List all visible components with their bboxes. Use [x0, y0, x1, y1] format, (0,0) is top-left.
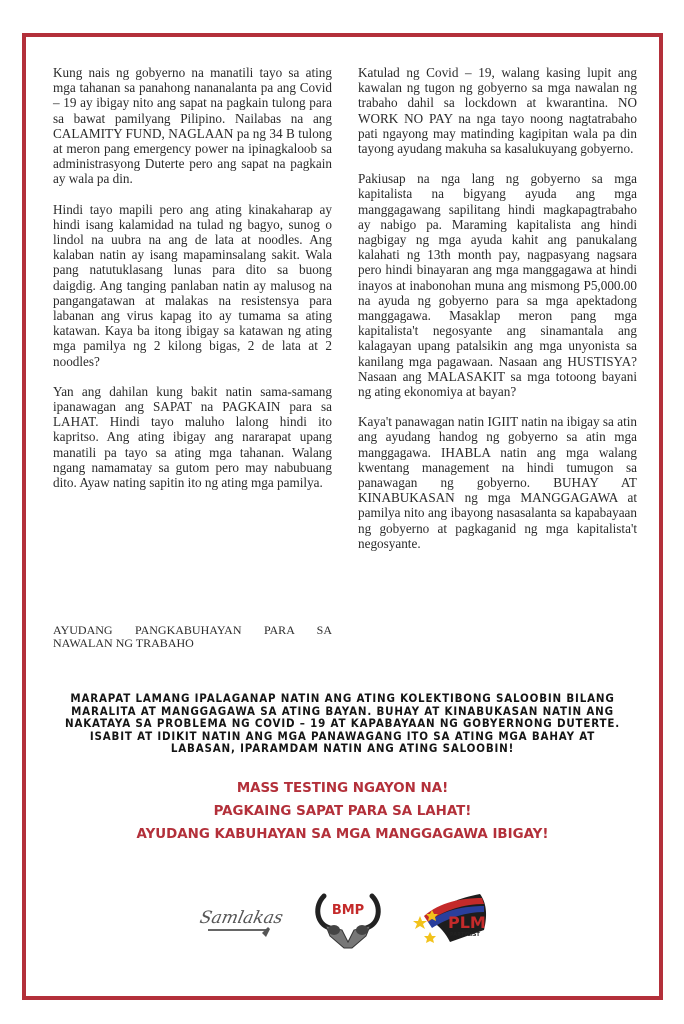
paragraph: Pakiusap na nga lang ng gobyerno sa mga kapitalista na bigyang ayuda ang mga manggagawang sapilitang hindi magkapagtrabaho ay nabigo pa. Maraming kapitalista ang hindi nagbigay ng mga ayuda kahit ang panukalang kalahati ng 13th month pay, nagpasyang nagsara pero hindi binayaran ang mga manggagawa at hindi inayos at inabonohan muna ang mismong P5,000.00 na ayuda ng gobyerno para sa mga apektadong manggagawa. Masaklap meron pang mga kapitalista't negosyante ang sinamantala ang kalagayan upang patalsikin ang mga unyonista sa kanilang mga pagawaan. Nasaan ang HUSTISYA? Nasaan ang MALASAKIT sa mga totoong bayani ng ating ekonomiya at bayan?	[358, 171, 637, 400]
right-column	[358, 65, 637, 566]
slogans	[40, 777, 645, 846]
paragraph: Kaya't panawagan natin IGIIT natin na ibigay sa atin ang ayudang handog ng gobyerno sa atin mga manggagawa. IHABLA natin ang mga walang kwentang management na hindi tumugon sa panawagan ng gobyerno. BUHAY AT KINABUKASAN ng mga MANGGAGAWA at pamilya nito ang ibayong nasasalanta sa kapabayaan ng gobyerno at pagkaganid ng mga kapitalista't negosyante.	[358, 414, 637, 551]
slogan: AYUDANG KABUHAYAN SA MGA MANGGAGAWA IBIGAY!	[136, 827, 549, 842]
paragraph: Katulad ng Covid – 19, walang kasing lupit ang kawalan ng tugon ng gobyerno sa mga nawalan ng trabaho dahil sa lockdown at kwarantina. NO WORK NO PAY na nga tayo noong nagtatrabaho pati ngayong may matinding kagipitan wala pa din tayong ayudang makuha sa kasalukuyang gobyerno.	[358, 65, 637, 157]
subheading-line-1: AYUDANG PANGKABUHAYAN PARA SA	[53, 623, 332, 637]
paragraph: Yan ang dahilan kung bakit natin sama-samang ipanawagan ang SAPAT na PAGKAIN para sa LAHAT. Hindi tayo maluho lalong hindi ito kapritso. Ang ating ibigay ang nararapat upang manatili pa tayo sa ating mga tahanan. Walang ngang namamatay sa gutom pero may nabubuang dito. Ayaw nating sapitin ito ng ating mga pamilya.	[53, 383, 332, 491]
logo-row	[0, 890, 684, 960]
statement-line: MARALITA AT MANGGAGAWA SA ATING BAYAN. BUHAY AT KINABUKASAN NATIN ANG	[71, 704, 614, 718]
left-column	[53, 65, 332, 505]
samlakas-logo	[197, 890, 285, 950]
svg-text:Samlakas: Samlakas	[197, 908, 285, 928]
section-subheading	[53, 624, 332, 650]
slogan: PAGKAING SAPAT PARA SA LAHAT!	[213, 804, 472, 819]
collective-statement	[64, 693, 621, 756]
statement-line: LABASAN, IPARAMDAM NATIN ANG ATING SALOOBIN!	[170, 742, 515, 756]
subheading-line-2: NAWALAN NG TRABAHO	[53, 636, 194, 650]
svg-text:PARTYLIST: PARTYLIST	[450, 932, 480, 938]
svg-text:PLM: PLM	[448, 913, 486, 932]
slogan: MASS TESTING NGAYON NA!	[236, 781, 449, 796]
plm-logo	[410, 890, 500, 950]
paragraph: Hindi tayo mapili pero ang ating kinakaharap ay hindi isang kalamidad na tulad ng bagyo, sunog o lindol na uubra na ang de lata at noodles. Ang kalaban natin ay isang mapaminsalang sakit. Wala pang natutuklasang lunas para dito sa buong daigdig. Ang tanging panlaban natin ay malusog na pangangatawan at malakas na resistensya para labanan ang virus kapag ito ay tumama sa ating katawan. Kaya ba itong ibigay sa katawan ng ating mga pamilya ng 2 kilong bigas, 2 de lata at 2 noodles?	[53, 201, 332, 369]
paragraph: Kung nais ng gobyerno na manatili tayo sa ating mga tahanan sa panahong nananalanta pa ang Covid – 19 ay ibigay nito ang sapat na pagkain tulong para sa bawat pamilyang Pilipino. Nailabas na ang CALAMITY FUND, NAGLAAN pa ng 34 B tulong at meron pang emergency power na ipinagkaloob sa administrasyong Duterte pero ang sapat na pagkain ay wala pa din.	[53, 65, 332, 187]
statement-line: MARAPAT LAMANG IPALAGANAP NATIN ANG ATING KOLEKTIBONG SALOOBIN BILANG	[70, 692, 615, 705]
statement-line: ISABIT AT IDIKIT NATIN ANG MGA PANAWAGANG ITO SA ATING MGA BAHAY AT	[89, 729, 596, 743]
bmp-logo	[312, 890, 384, 950]
statement-line: NAKATAYA SA PROBLEMA NG COVID – 19 AT KAPABAYAAN NG GOBYERNONG DUTERTE.	[65, 717, 620, 731]
svg-text:BMP: BMP	[331, 903, 365, 918]
